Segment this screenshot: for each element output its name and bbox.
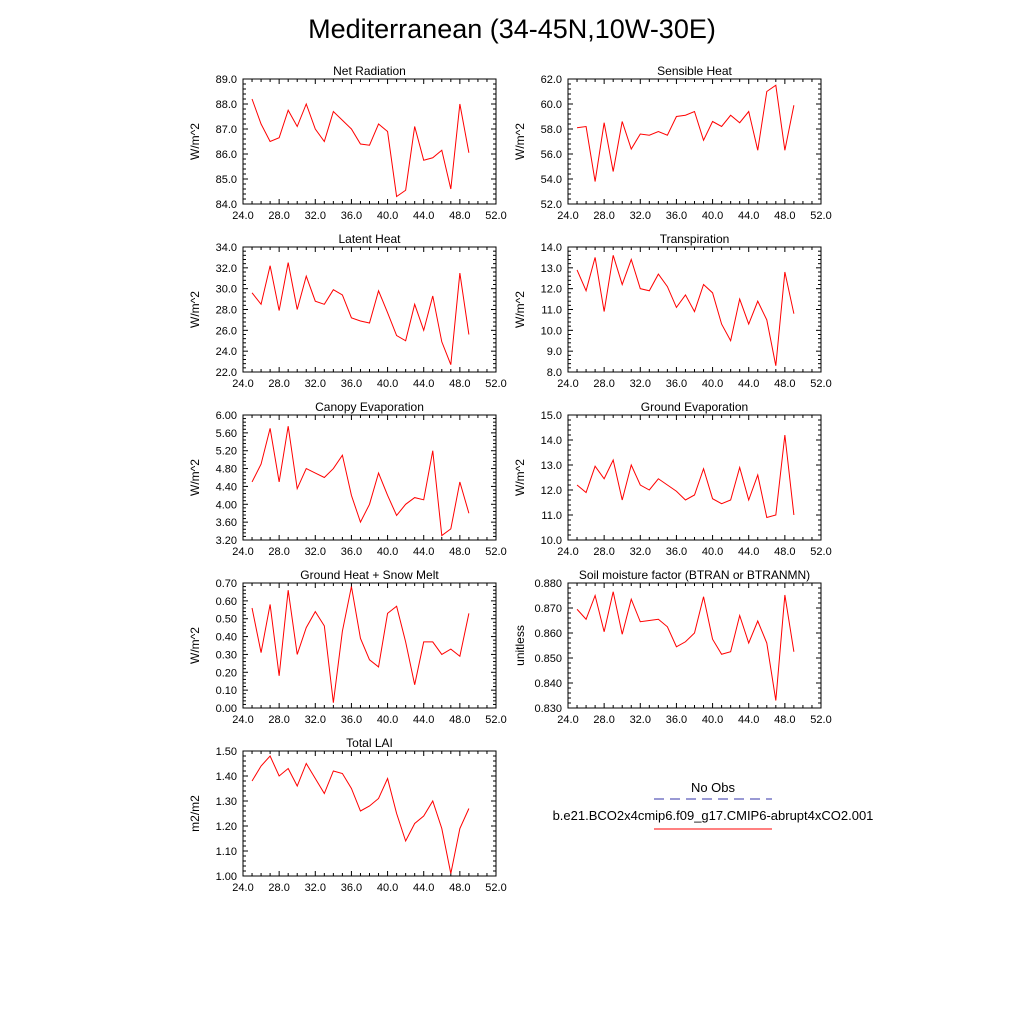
panel-title: Latent Heat (338, 232, 401, 246)
panel-6 (188, 568, 507, 726)
y-tick-label: 1.00 (215, 871, 237, 883)
x-tick-label: 40.0 (376, 378, 399, 390)
panel-7 (513, 568, 832, 726)
x-tick-label: 44.0 (413, 546, 435, 558)
x-tick-label: 32.0 (304, 378, 326, 390)
y-tick-label: 0.50 (215, 613, 237, 626)
x-tick-label: 48.0 (774, 714, 796, 726)
y-tick-label: 3.60 (215, 517, 237, 530)
x-tick-label: 48.0 (774, 378, 796, 390)
y-tick-label: 4.40 (215, 481, 237, 494)
x-tick-label: 52.0 (485, 546, 507, 558)
y-tick-label: 10.0 (540, 535, 562, 547)
x-tick-label: 24.0 (557, 546, 579, 558)
y-tick-label: 26.0 (215, 325, 237, 338)
y-tick-label: 54.0 (540, 174, 562, 186)
x-tick-label: 52.0 (485, 210, 507, 222)
x-tick-label: 32.0 (629, 714, 651, 726)
x-tick-label: 40.0 (376, 546, 399, 558)
x-tick-label: 44.0 (413, 210, 435, 222)
panel-1 (513, 64, 832, 222)
y-axis-label: W/m^2 (188, 123, 202, 160)
x-tick-label: 52.0 (810, 378, 832, 390)
panel-title: Total LAI (346, 736, 393, 750)
y-tick-label: 86.0 (215, 149, 237, 161)
x-tick-label: 36.0 (665, 714, 688, 726)
x-tick-label: 28.0 (593, 378, 615, 390)
x-tick-label: 44.0 (738, 546, 760, 558)
y-tick-label: 60.0 (540, 99, 562, 111)
y-tick-label: 0.10 (215, 685, 237, 698)
y-tick-label: 34.0 (215, 242, 237, 254)
panel-0 (188, 64, 507, 222)
y-tick-label: 30.0 (215, 283, 237, 296)
x-tick-label: 36.0 (340, 210, 363, 222)
y-tick-label: 0.830 (534, 703, 562, 715)
series-line-0 (252, 587, 469, 703)
y-tick-label: 0.850 (534, 653, 562, 665)
plot-frame (568, 583, 821, 708)
series-line-0 (252, 263, 469, 365)
panel-title: Ground Evaporation (640, 400, 749, 414)
x-tick-label: 44.0 (413, 714, 435, 726)
x-tick-label: 32.0 (304, 882, 326, 894)
y-tick-label: 8.0 (546, 367, 562, 379)
y-tick-label: 1.50 (215, 746, 237, 758)
legend-obs-label: No Obs (690, 780, 736, 795)
y-tick-label: 1.10 (215, 846, 237, 858)
y-tick-label: 85.0 (215, 174, 237, 186)
x-tick-label: 44.0 (413, 882, 435, 894)
x-tick-label: 36.0 (665, 546, 688, 558)
x-tick-label: 44.0 (738, 378, 760, 390)
x-tick-label: 28.0 (268, 546, 290, 558)
x-tick-label: 24.0 (232, 714, 254, 726)
series-line-0 (252, 756, 469, 874)
y-tick-label: 5.60 (215, 427, 237, 440)
panel-title: Canopy Evaporation (315, 400, 424, 414)
x-tick-label: 36.0 (340, 714, 363, 726)
plot-frame (243, 751, 496, 876)
y-tick-label: 22.0 (215, 367, 237, 379)
x-tick-label: 28.0 (268, 882, 290, 894)
x-tick-label: 44.0 (738, 210, 760, 222)
y-tick-label: 9.0 (546, 346, 562, 359)
y-tick-label: 11.0 (541, 304, 562, 317)
x-tick-label: 36.0 (340, 546, 363, 558)
y-tick-label: 1.30 (215, 796, 237, 808)
panel-5 (513, 400, 832, 558)
x-tick-label: 40.0 (701, 210, 724, 222)
x-tick-label: 48.0 (774, 546, 796, 558)
y-tick-label: 1.20 (215, 821, 237, 833)
y-tick-label: 10.0 (540, 325, 562, 338)
x-tick-label: 40.0 (701, 546, 724, 558)
plot-frame (243, 583, 496, 708)
y-tick-label: 0.860 (534, 628, 562, 640)
y-axis-label: W/m^2 (188, 459, 202, 496)
x-tick-label: 24.0 (557, 714, 579, 726)
x-tick-label: 40.0 (376, 882, 399, 894)
y-tick-label: 0.30 (215, 649, 237, 662)
x-tick-label: 44.0 (738, 714, 760, 726)
legend-model-line (652, 826, 774, 832)
y-tick-label: 0.870 (534, 603, 562, 615)
y-tick-label: 28.0 (215, 304, 237, 317)
y-tick-label: 0.840 (534, 678, 562, 690)
x-tick-label: 32.0 (304, 210, 326, 222)
x-tick-label: 24.0 (232, 210, 254, 222)
y-tick-label: 14.0 (540, 242, 562, 254)
plot-frame (243, 79, 496, 204)
y-tick-label: 13.0 (540, 262, 562, 275)
y-tick-label: 4.80 (215, 463, 237, 476)
y-tick-label: 12.0 (540, 485, 562, 497)
panel-title: Transpiration (659, 232, 730, 246)
y-tick-label: 58.0 (540, 124, 562, 136)
x-tick-label: 36.0 (665, 210, 688, 222)
panel-title: Sensible Heat (657, 64, 732, 78)
y-tick-label: 88.0 (215, 99, 237, 111)
y-tick-label: 4.00 (215, 499, 237, 512)
plot-frame (243, 415, 496, 540)
x-tick-label: 40.0 (701, 714, 724, 726)
panel-title: Soil moisture factor (BTRAN or BTRANMN) (578, 568, 811, 582)
y-tick-label: 84.0 (215, 199, 237, 211)
x-tick-label: 32.0 (629, 546, 651, 558)
x-tick-label: 32.0 (629, 378, 651, 390)
y-tick-label: 89.0 (215, 74, 237, 86)
x-tick-label: 28.0 (593, 714, 615, 726)
y-tick-label: 0.20 (215, 667, 237, 680)
x-tick-label: 48.0 (774, 210, 796, 222)
panel-4 (188, 400, 507, 558)
series-line-0 (577, 592, 794, 701)
y-tick-label: 3.20 (215, 535, 237, 547)
x-tick-label: 28.0 (593, 546, 615, 558)
x-tick-label: 28.0 (268, 378, 290, 390)
plot-frame (568, 415, 821, 540)
y-axis-label: unitless (513, 625, 527, 666)
y-tick-label: 15.0 (540, 410, 562, 422)
x-tick-label: 48.0 (449, 546, 471, 558)
y-axis-label: W/m^2 (188, 291, 202, 328)
y-tick-label: 1.40 (215, 771, 237, 783)
x-tick-label: 24.0 (557, 378, 579, 390)
x-tick-label: 36.0 (665, 378, 688, 390)
y-tick-label: 5.20 (215, 445, 237, 458)
x-tick-label: 48.0 (449, 378, 471, 390)
panel-8 (188, 736, 507, 894)
x-tick-label: 24.0 (557, 210, 579, 222)
y-tick-label: 0.00 (215, 703, 237, 715)
y-tick-label: 32.0 (215, 262, 237, 275)
page-title: Mediterranean (34-45N,10W-30E) (308, 14, 716, 44)
y-axis-label: W/m^2 (513, 459, 527, 496)
x-tick-label: 52.0 (810, 210, 832, 222)
y-tick-label: 12.0 (540, 283, 562, 296)
x-tick-label: 36.0 (340, 882, 363, 894)
x-tick-label: 40.0 (376, 210, 399, 222)
series-line-0 (577, 255, 794, 365)
panel-title: Net Radiation (333, 64, 406, 78)
y-tick-label: 62.0 (540, 74, 562, 86)
x-tick-label: 44.0 (413, 378, 435, 390)
y-tick-label: 0.60 (215, 595, 237, 608)
y-axis-label: W/m^2 (513, 123, 527, 160)
y-axis-label: m2/m2 (188, 795, 202, 832)
series-line-0 (577, 85, 794, 181)
y-tick-label: 0.880 (534, 578, 562, 590)
y-tick-label: 13.0 (540, 460, 562, 472)
x-tick-label: 52.0 (810, 546, 832, 558)
x-tick-label: 48.0 (449, 882, 471, 894)
legend-obs-line (652, 796, 774, 802)
plot-frame (243, 247, 496, 372)
y-axis-label: W/m^2 (513, 291, 527, 328)
series-line-0 (252, 426, 469, 535)
panel-3 (513, 232, 832, 390)
x-tick-label: 52.0 (485, 882, 507, 894)
x-tick-label: 52.0 (485, 378, 507, 390)
y-tick-label: 87.0 (215, 124, 237, 136)
legend-model-label: b.e21.BCO2x4cmip6.f09_g17.CMIP6-abrupt4xCO2.001 (552, 808, 874, 823)
x-tick-label: 28.0 (268, 714, 290, 726)
x-tick-label: 28.0 (593, 210, 615, 222)
x-tick-label: 24.0 (232, 378, 254, 390)
x-tick-label: 24.0 (232, 882, 254, 894)
x-tick-label: 32.0 (304, 546, 326, 558)
x-tick-label: 48.0 (449, 210, 471, 222)
y-tick-label: 0.70 (215, 578, 237, 590)
x-tick-label: 52.0 (810, 714, 832, 726)
x-tick-label: 48.0 (449, 714, 471, 726)
series-line-0 (252, 99, 469, 197)
plot-frame (568, 79, 821, 204)
y-tick-label: 11.0 (541, 510, 562, 522)
x-tick-label: 36.0 (340, 378, 363, 390)
y-tick-label: 0.40 (215, 631, 237, 644)
y-tick-label: 56.0 (540, 149, 562, 161)
y-tick-label: 14.0 (540, 435, 562, 447)
series-line-0 (577, 435, 794, 518)
y-tick-label: 6.00 (215, 410, 237, 422)
panel-title: Ground Heat + Snow Melt (300, 568, 439, 582)
y-tick-label: 52.0 (540, 199, 562, 211)
panel-2 (188, 232, 507, 390)
x-tick-label: 32.0 (304, 714, 326, 726)
x-tick-label: 40.0 (376, 714, 399, 726)
x-tick-label: 52.0 (485, 714, 507, 726)
x-tick-label: 24.0 (232, 546, 254, 558)
y-tick-label: 24.0 (215, 346, 237, 359)
x-tick-label: 40.0 (701, 378, 724, 390)
y-axis-label: W/m^2 (188, 627, 202, 664)
plot-frame (568, 247, 821, 372)
x-tick-label: 32.0 (629, 210, 651, 222)
x-tick-label: 28.0 (268, 210, 290, 222)
